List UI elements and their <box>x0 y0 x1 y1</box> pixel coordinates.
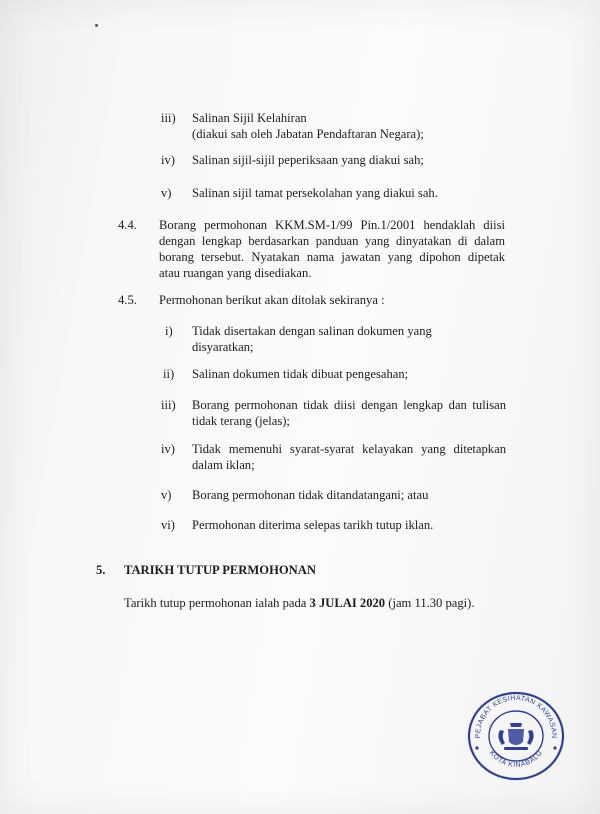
item-text: Salinan sijil-sijil peperiksaan yang diakui sah; <box>192 153 424 167</box>
item-num: iii) <box>161 111 176 125</box>
closing-date-tail: (jam 11.30 pagi). <box>385 596 475 610</box>
item-text: disyaratkan; <box>192 340 254 354</box>
item-text: (diakui sah oleh Jabatan Pendaftaran Negara); <box>192 127 424 141</box>
item-text: Borang permohonan tidak diisi dengan lengkap dan tulisan <box>192 398 506 412</box>
scan-speck <box>95 24 98 27</box>
item-num: iii) <box>161 398 176 412</box>
clause-line: atau ruangan yang disediakan. <box>159 266 312 280</box>
item-num: vi) <box>161 518 175 532</box>
item-text: Salinan Sijil Kelahiran <box>192 111 307 125</box>
item-text: dalam iklan; <box>192 458 255 472</box>
clause-line: Borang permohonan KKM.SM-1/99 Pin.1/2001 hendaklah diisi <box>159 218 505 232</box>
closing-date: 3 JULAI 2020 <box>309 596 386 610</box>
section-heading: TARIKH TUTUP PERMOHONAN <box>124 563 316 577</box>
clause-number: 4.4. <box>118 218 137 232</box>
stamp-ring-top: PEJABAT KESIHATAN KAWASAN <box>474 694 558 739</box>
item-text: Tidak memenuhi syarat-syarat kelayakan yang ditetapkan <box>192 442 506 456</box>
item-num: ii) <box>163 367 175 381</box>
stamp-ring-bottom: KOTA KINABALU <box>487 749 545 769</box>
item-text: Salinan sijil tamat persekolahan yang diakui sah. <box>192 186 438 200</box>
clause-line: borang tersebut. Nyatakan nama jawatan yang dipohon dipetak <box>159 250 505 264</box>
item-text: Permohonan diterima selepas tarikh tutup iklan. <box>192 518 434 532</box>
official-stamp <box>466 690 566 782</box>
item-num: v) <box>161 488 172 502</box>
item-text: tidak terang (jelas); <box>192 414 290 428</box>
clause-line: dengan lengkap berdasarkan panduan yang dinyatakan di dalam <box>159 234 505 248</box>
item-num: iv) <box>161 153 175 167</box>
item-num: iv) <box>161 442 175 456</box>
item-text: Borang permohonan tidak ditandatangani; atau <box>192 488 429 502</box>
clause-intro: Permohonan berikut akan ditolak sekiranya : <box>159 293 385 307</box>
item-text: Tidak disertakan dengan salinan dokumen yang <box>192 324 432 338</box>
item-num: v) <box>161 186 172 200</box>
clause-number: 4.5. <box>118 293 137 307</box>
closing-date-sentence <box>124 595 475 611</box>
item-text: Salinan dokumen tidak dibuat pengesahan; <box>192 367 409 381</box>
item-num: i) <box>165 324 173 338</box>
closing-date-lead: Tarikh tutup permohonan ialah pada <box>124 596 310 610</box>
crest-icon <box>498 723 533 750</box>
section-number: 5. <box>96 563 106 577</box>
